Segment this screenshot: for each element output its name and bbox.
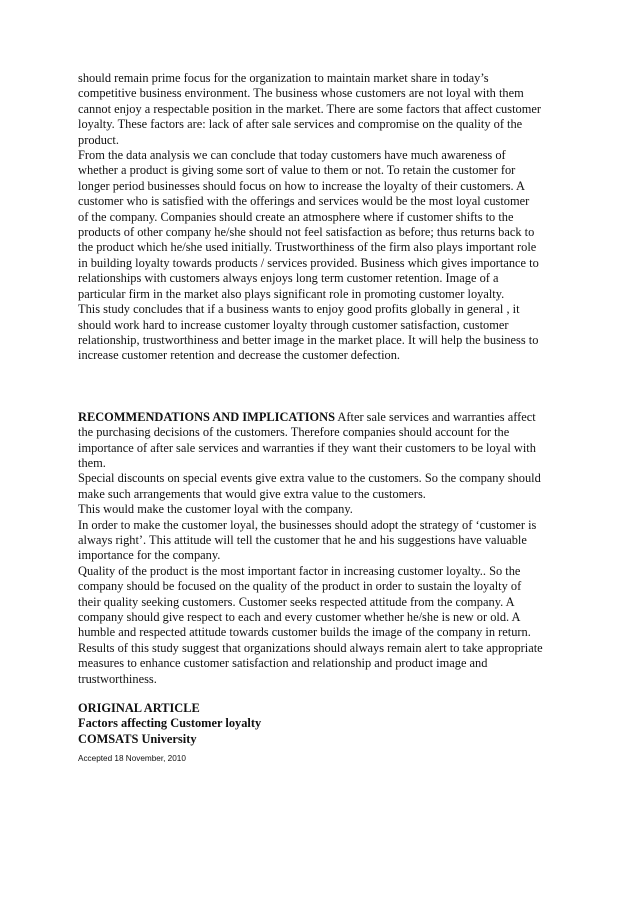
text-line: company should give respect to each and every customer whether he/she is new or old. A xyxy=(78,610,521,624)
article-institution: COMSATS University xyxy=(78,731,197,746)
section-spacer xyxy=(78,364,568,410)
article-info xyxy=(78,701,568,764)
text-line: should work hard to increase customer loyalty through customer satisfaction, customer xyxy=(78,317,509,332)
text-line: competitive business environment. The business whose customers are not loyal with them xyxy=(78,86,524,101)
text-line: make such arrangements that would give extra value to the customers. xyxy=(78,486,426,501)
text-line: Special discounts on special events give extra value to the customers. So the company should xyxy=(78,471,541,486)
text-line: them. xyxy=(78,455,106,470)
text-line: in building loyalty towards products / services provided. Business which gives importance to xyxy=(78,255,539,270)
text-line: In order to make the customer loyal, the businesses should adopt the strategy of ‘customer is xyxy=(78,517,537,532)
text-line: the product which he/she used initially. Trustworthiness of the firm also plays important role xyxy=(78,240,537,255)
text-line: Results of this study suggest that organizations should always remain alert to take appropriate xyxy=(78,640,543,655)
text-line: trustworthiness. xyxy=(78,671,157,686)
text-line: products of other company he/she should not feel satisfaction as before; thus returns back to xyxy=(78,225,535,240)
text-line: the purchasing decisions of the customers. Therefore companies should account for the xyxy=(78,425,510,440)
conclusion-section xyxy=(78,71,568,364)
text-line: particular firm in the market also plays significant role in promoting customer loyalty. xyxy=(78,286,505,301)
text-line: importance for the company. xyxy=(78,548,221,563)
text-line: company should be focused on the quality of the product in order to sustain the loyalty of xyxy=(78,579,522,594)
text-line: always right’. This attitude will tell the customer that he and his suggestions have valuable xyxy=(78,532,527,547)
text-line: measures to enhance customer satisfaction and relationship and product image and xyxy=(78,656,488,671)
recommendations-section xyxy=(78,410,568,687)
text-line: customer who is satisfied with the offerings and services would be the most loyal customer xyxy=(78,194,530,209)
text-line: increase customer retention and decrease the customer defection. xyxy=(78,348,401,363)
accepted-date: Accepted 18 November, 2010 xyxy=(78,754,186,764)
text-line: of the company. Companies should create an atmosphere where if customer shifts to the xyxy=(78,209,514,224)
text-line: relationship, trustworthiness and better image in the market place. It will help the business to xyxy=(78,332,539,347)
heading-continuation: After sale services and warranties affect xyxy=(335,409,536,424)
text-line: humble and respected attitude towards customer builds the image of the company in return. xyxy=(78,625,531,640)
text-line: relationships with customers always enjoys long term customer retention. Image of a xyxy=(78,271,499,286)
text-line: loyalty. These factors are: lack of after sale services and compromise on the quality of the xyxy=(78,117,523,132)
section-heading: RECOMMENDATIONS AND IMPLICATIONS xyxy=(78,409,336,424)
text-line: product. xyxy=(78,132,119,147)
text-line: cannot enjoy a respectable position in the market. There are some factors that affect customer xyxy=(78,101,541,116)
text-line: their quality seeking customers. Customer seeks respected attitude from the company. A xyxy=(78,594,515,609)
text-line: This would make the customer loyal with the company. xyxy=(78,502,353,517)
text-line: longer period businesses should focus on how to increase the loyalty of their customers. A xyxy=(78,178,526,193)
text-line: should remain prime focus for the organization to maintain market share in today’s xyxy=(78,71,489,85)
article-title: Factors affecting Customer loyalty xyxy=(78,716,262,731)
section-spacer xyxy=(78,687,568,701)
text-line: importance of after sale services and warranties if they want their customers to be loyal with xyxy=(78,440,536,455)
document-page xyxy=(78,71,568,764)
text-line: Quality of the product is the most important factor in increasing customer loyalty.. So the xyxy=(78,563,521,578)
text-line: whether a product is giving some sort of value to them or not. To retain the customer for xyxy=(78,163,516,178)
text-line: From the data analysis we can conclude that today customers have much awareness of xyxy=(78,148,506,163)
text-line: This study concludes that if a business wants to enjoy good profits globally in general , it xyxy=(78,302,520,317)
article-type: ORIGINAL ARTICLE xyxy=(78,701,200,716)
text-line xyxy=(78,410,568,425)
